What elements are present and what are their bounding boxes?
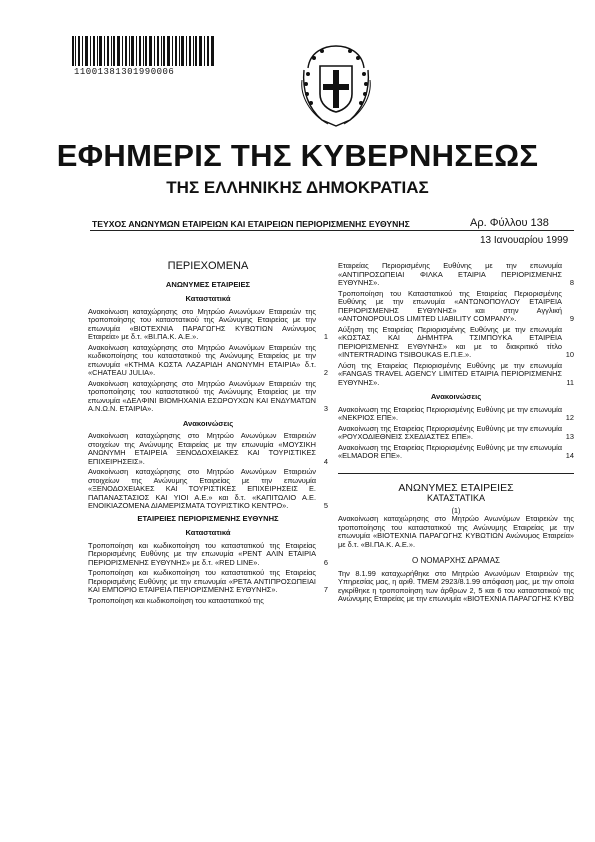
entry-text: Τροποποίηση και κωδικοποίηση του καταστατικού της Εταιρείας Περιορισμένης Ευθύνης με την επωνυμία «ΡΕΝΤ ΑΛΙΝ ΕΤΑΙΡΙΑ ΠΕΡΙΟΡΙΣΜΕΝΗΣ ΕΥΘΥΝΗΣ» με δ.τ. «RED LINE».	[88, 540, 316, 567]
contents-entry	[88, 569, 328, 595]
barcode-number: 11001381301990006	[74, 67, 175, 77]
contents-entry	[88, 308, 328, 342]
contents-entry	[88, 468, 328, 511]
contents-entry	[338, 290, 574, 324]
contents-entry	[338, 326, 574, 360]
coat-of-arms-emblem	[298, 40, 374, 128]
entry-page: 2	[323, 368, 328, 377]
entry-text: Τροποποίηση του Καταστατικού της Εταιρείας Περιορισμένης Ευθύνης με την επωνυμία «ΑΝΤΩΝΟΠΟΥΛΟΥ ΕΤΑΙΡΕΙΑ ΠΕΡΙΟΡΙΣΜΕΝΗΣ ΕΥΘΥΝΗΣ» και στην Αγγλική «ANTONOPOULOS LIMITED LIABILITY COMPANY».	[338, 288, 562, 323]
entry-page: 5	[323, 501, 328, 510]
entry-text: Ανακοίνωση καταχώρησης στο Μητρώο Ανωνύμων Εταιρειών στοιχείων της Ανώνυμης Εταιρείας με την επωνυμία «ΞΕΝΟΔΟΧΕΙΑΚΕΣ ΚΑΙ ΤΟΥΡΙΣΤΙΚΕΣ ΕΠΙΧΕΙΡΗΣΕΙΣ Ε. ΠΑΠΑΝΑΣΤΑΣΙΟΣ ΚΑΙ ΥΙΟΙ Α.Ε.» και δ.τ. «ΚΑΠΙΤΩΛΙΟ Α.Ε. ΕΝΟΙΚΙΑΖΟΜΕΝΑ ΔΙΑΜΕΡΙΣΜΑΤΑ ΤΟΥΡΙΣΤΙΚΟ ΚΕΝΤΡΟ».	[88, 467, 316, 510]
issue-date: 13 Ιανουαρίου 1999	[480, 235, 569, 246]
entry-text: Εταιρείας Περιορισμένης Ευθύνης με την επωνυμία «ΑΝΤΙΠΡΟΣΩΠΕΙΑΙ ΦΙΛΚΑ ΕΤΑΙΡΙΑ ΠΕΡΙΟΡΙΣΜΕΝΗΣ ΕΥΘΥΝΗΣ».	[338, 261, 562, 287]
body-intro: Ανακοίνωση καταχώρησης στο Μητρώο Ανωνύμων Εταιρειών της τροποποίησης του καταστατικού της Ανώνυμης Εταιρείας με την επωνυμία «ΒΙΟΤΕΧΝΙΑ ΠΑΡΑΓΩΓΗΣ ΚΥΒΩΤΙΩΝ Ανώνυμος Εταιρεία» με δ.τ. «ΒΙ.ΠΑ.Κ. Α.Ε.».	[338, 514, 574, 549]
entry-page: 10	[565, 350, 574, 359]
body-subheading: ΚΑΤΑΣΤΑΤΙΚΑ	[427, 493, 485, 503]
contents-entry	[338, 425, 574, 442]
contents-entry	[88, 542, 328, 568]
entry-page: 6	[323, 557, 328, 567]
entry-text: Τροποποίηση και κωδικοποίηση του καταστατικού της Εταιρείας Περιορισμένης Ευθύνης με την επωνυμία «ΡΕΤΑ ΑΝΤΙΠΡΟΣΩΠΕΙΑΙ ΚΑΙ ΕΜΠΟΡΙΟ ΕΤΑΙΡΕΙΑ ΠΕΡΙΟΡΙΣΜΕΝΗΣ ΕΥΘΥΝΗΣ».	[88, 568, 316, 594]
contents-entry	[338, 406, 574, 423]
entry-page: 14	[565, 451, 574, 460]
subsection-heading: Καταστατικά	[185, 528, 231, 537]
entry-page: 4	[323, 456, 328, 466]
subsection-heading: Καταστατικά	[185, 294, 231, 303]
contents-right-column	[338, 262, 574, 606]
entry-page: 3	[323, 404, 328, 413]
entry-text: Ανακοίνωση της Εταιρείας Περιορισμένης Ευθύνης με την επωνυμία «ΝΕΚΡΙΟΣ ΕΠΕ».	[338, 404, 562, 422]
section-heading: ΕΤΑΙΡΕΙΕΣ ΠΕΡΙΟΡΙΣΜΕΝΗΣ ΕΥΘΥΝΗΣ	[137, 513, 279, 523]
issue-type: ΤΕΥΧΟΣ ΑΝΩΝΥΜΩΝ ΕΤΑΙΡΕΙΩΝ ΚΑΙ ΕΤΑΙΡΕΙΩΝ ΠΕΡΙΟΡΙΣΜΕΝΗΣ ΕΥΘΥΝΗΣ	[92, 219, 410, 229]
entry-text: Ανακοίνωση καταχώρησης στο Μητρώο Ανωνύμων Εταιρειών της κωδικοποίησης του καταστατικού της Ανώνυμης Εταιρείας με την επωνυμία «ΚΤΗΜΑ ΚΩΣΤΑ ΛΑΖΑΡΙΔΗ ΑΝΩΝΥΜΗ ΕΤΑΙΡΙΑ» δ.τ. «CHATEAU JULIA».	[88, 342, 316, 377]
entry-text: Τροποποίηση και κωδικοποίηση του καταστατικού της	[88, 595, 264, 605]
entry-text: Ανακοίνωση της Εταιρείας Περιορισμένης Ευθύνης με την επωνυμία «ΡΟΥΧΟΔΙΕΘΝΕΙΣ ΣΧΕΔΙΑΣΤΕΣ ΕΠΕ».	[338, 423, 562, 441]
barcode	[72, 36, 214, 66]
contents-heading: ΠΕΡΙΕΧΟΜΕΝΑ	[167, 260, 249, 272]
item-number: (1)	[451, 505, 461, 515]
contents-entry	[338, 362, 574, 388]
body-heading: ΑΝΩΝΥΜΕΣ ΕΤΑΙΡΕΙΕΣ	[398, 481, 514, 494]
entry-text: Ανακοίνωση καταχώρησης στο Μητρώο Ανωνύμων Εταιρειών της τροποποίησης του καταστατικού της Ανώνυμης Εταιρείας με την επωνυμία «ΔΕΛΦΙΝΙ ΒΙΟΜΗΧΑΝΙΑ ΕΣΩΡΟΥΧΩΝ ΚΑΙ ΕΝΔΥΜΑΤΩΝ Α.Ν.Ω.Ν. ΕΤΑΙΡΙΑ».	[88, 378, 316, 413]
body-text: Την 8.1.99 καταχωρήθηκε στο Μητρώο Ανωνύμων Εταιρειών της Υπηρεσίας μας, η αριθ. ΤΜΕΜ 2923/8.1.99 απόφαση μας, με την οποία εγκρίθηκε η τροποποίηση των άρθρων 2, 5 και 6 του καταστατικού της Ανώνυμης Εταιρείας με την επωνυμία «ΒΙΟΤΕΧΝΙΑ ΠΑΡΑΓΩΓΗΣ ΚΥΒΩ	[338, 568, 574, 603]
contents-entry	[88, 432, 328, 466]
prefect-heading: Ο ΝΟΜΑΡΧΗΣ ΔΡΑΜΑΣ	[412, 556, 500, 565]
gazette-subtitle: ΤΗΣ ΕΛΛΗΝΙΚΗΣ ΔΗΜΟΚΡΑΤΙΑΣ	[166, 178, 429, 197]
gazette-title: ΕΦΗΜΕΡΙΣ ΤΗΣ ΚΥΒΕΡΝΗΣΕΩΣ	[56, 138, 539, 173]
subsection-heading: Ανακοινώσεις	[182, 418, 234, 428]
contents-entry	[88, 380, 328, 414]
contents-entry	[88, 344, 328, 378]
entry-text: Ανακοίνωση καταχώρησης στο Μητρώο Ανωνύμων Εταιρειών στοιχείων της Ανώνυμης Εταιρείας με την επωνυμία «ΜΟΥΣΙΚΗ ΑΝΩΝΥΜΗ ΕΤΑΙΡΕΙΑ ΞΕΝΟΔΟΧΕΙΑΚΕΣ ΚΑΙ ΤΟΥΡΙΣΤΙΚΕΣ ΕΠΙΧΕΙΡΗΣΕΙΣ».	[88, 431, 316, 466]
entry-page: 7	[323, 585, 328, 594]
contents-entry	[338, 262, 574, 288]
contents-entry	[338, 444, 574, 461]
subsection-heading: Ανακοινώσεις	[430, 392, 482, 401]
contents-left-column	[88, 262, 328, 607]
entry-text: Ανακοίνωση της Εταιρείας Περιορισμένης Ευθύνης με την επωνυμία «ELMADOR ΕΠΕ».	[338, 442, 562, 460]
header-divider	[90, 230, 574, 231]
section-divider	[338, 473, 574, 474]
entry-page: 1	[323, 332, 328, 341]
contents-entry	[88, 597, 328, 606]
entry-text: Αύξηση της Εταιρείας Περιορισμένης Ευθύνης με την επωνυμία «ΚΩΣΤΑΣ ΚΑΙ ΔΗΜΗΤΡΑ ΤΣΙΜΠΟΥΚΑ ΕΤΑΙΡΕΙΑ ΠΕΡΙΟΡΙΣΜΕΝΗΣ ΕΥΘΥΝΗΣ» και με το διακριτικό τίτλο «INTERTRADING TSIBOUKAS Ε.Π.Ε.».	[338, 324, 562, 359]
entry-text: Λύση της Εταιρείας Περιορισμένης Ευθύνης με την επωνυμία «FANGAS TRAVEL AGENCY LIMITED ΕΤΑΙΡΙΑ ΠΕΡΙΟΡΙΣΜΕΝΗΣ ΕΥΘΥΝΗΣ».	[338, 360, 562, 387]
entry-page: 11	[566, 377, 574, 387]
section-heading: ΑΝΩΝΥΜΕΣ ΕΤΑΙΡΕΙΕΣ	[165, 279, 251, 289]
entry-text: Ανακοίνωση καταχώρησης στο Μητρώο Ανωνύμων Εταιρειών της τροποποίησης του καταστατικού της Ανώνυμης Εταιρείας με την επωνυμία «ΒΙΟΤΕΧΝΙΑ ΠΑΡΑΓΩΓΗΣ ΚΥΒΩΤΙΩΝ Ανώνυμος Εταιρεία» με δ.τ. «ΒΙ.ΠΑ.Κ. Α.Ε.».	[88, 306, 316, 341]
entry-page: 9	[569, 314, 574, 323]
sheet-number: Αρ. Φύλλου 138	[470, 217, 549, 229]
entry-page: 8	[569, 278, 574, 287]
entry-page: 13	[565, 432, 574, 441]
entry-page: 12	[565, 413, 574, 422]
